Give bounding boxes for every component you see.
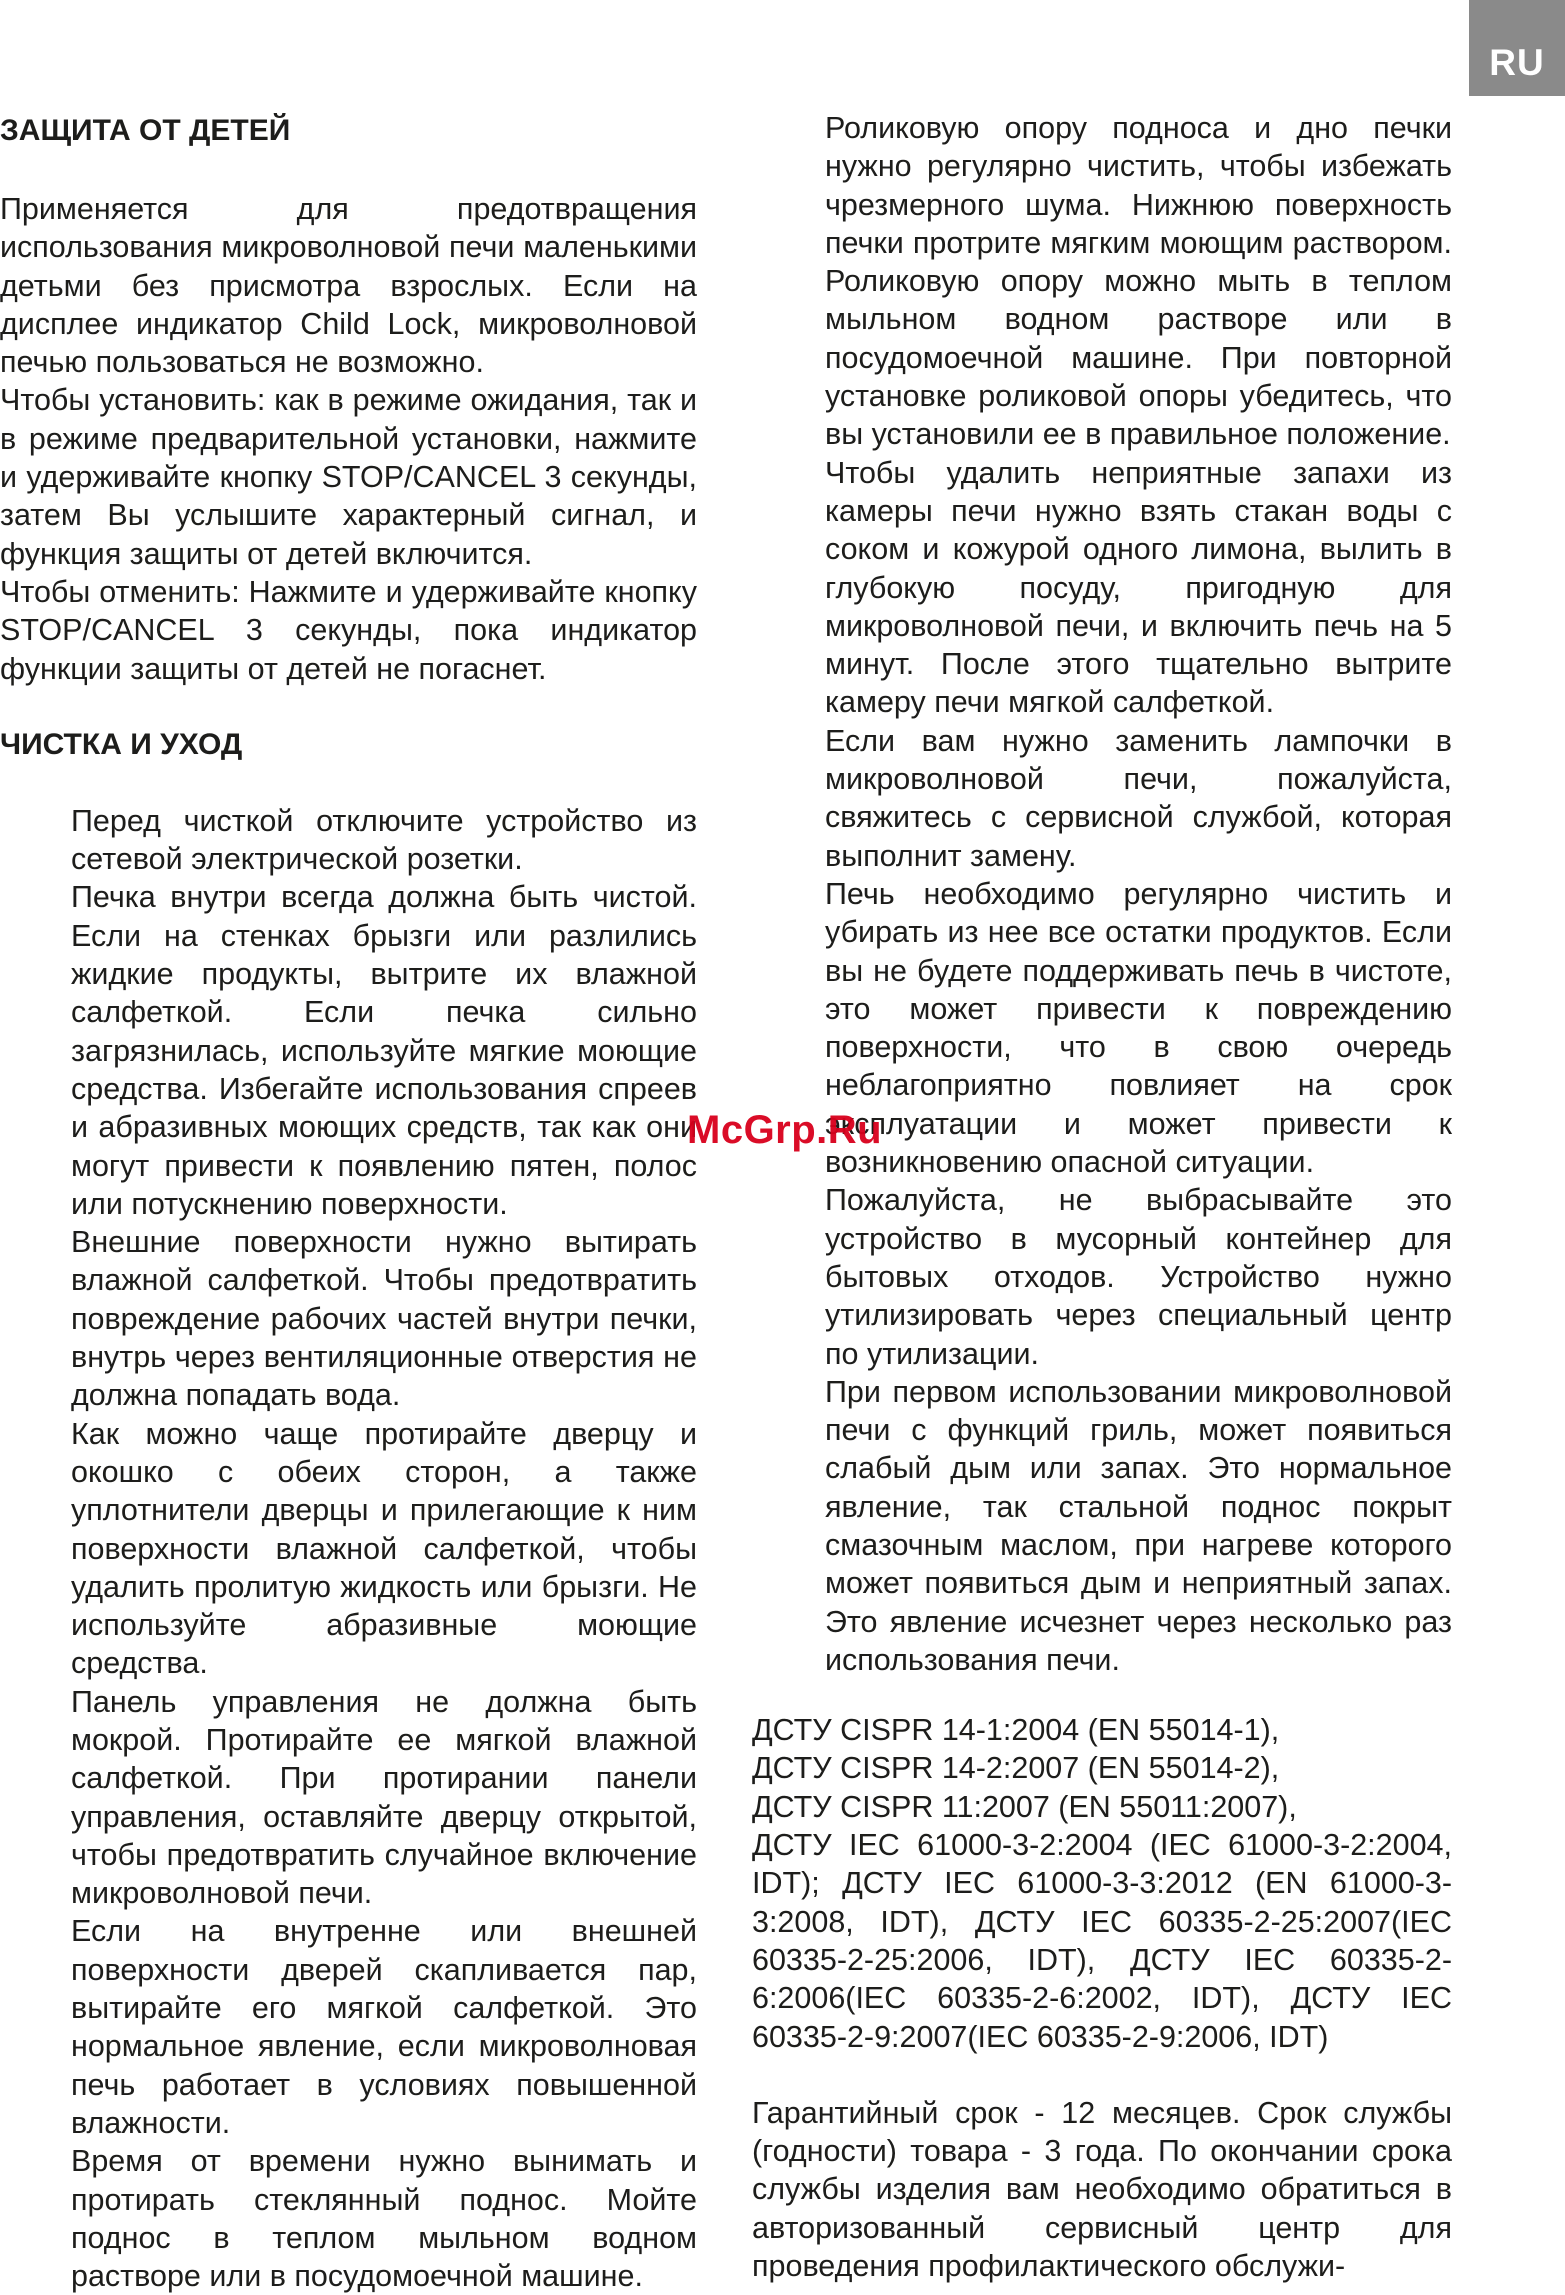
cleaning-paragraph: Перед чисткой отключите устройство из сетевой электрической розетки. bbox=[71, 803, 697, 877]
grill-smoke-paragraph: При первом использовании микроволновой печи с функций гриль, может появиться слабый дым или запах. Это нормальное явление, так стальной поднос покрыт смазочным маслом, при нагреве которого может появиться дым и неприятный запах. Это явление исчезнет через несколько раз использования печи. bbox=[825, 1374, 1452, 1677]
cleaning-paragraph: Если на внутренне или внешней поверхности дверей скапливается пар, вытирайте его мягкой салфеткой. Это нормальное явление, если микроволновая печь работает в условиях повышенной влажности. bbox=[71, 1914, 697, 2140]
child-lock-cancel-paragraph: Чтобы отменить: Нажмите и удерживайте кнопку STOP/CANCEL 3 секунды, пока индикатор функции защиты от детей не погаснет. bbox=[0, 574, 697, 686]
standard-line: ДСТУ CISPR 14-1:2004 (EN 55014-1), bbox=[752, 1713, 1280, 1748]
watermark: McGrp.Ru bbox=[687, 1108, 883, 1152]
cleaning-paragraph: Печка внутри всегда должна быть чистой. Если на стенках брызги или разлились жидкие продукты, вытрите их влажной салфеткой. Если печка сильно загрязнилась, используйте мягкие моющие средства. Избегайте использования спреев и абразивных моющих средств, так как они могут привести к появлению пятен, полос или потускнению поверхности. bbox=[71, 880, 697, 1221]
cleaning-paragraph: Время от времени нужно вынимать и протирать стеклянный поднос. Мойте поднос в теплом мыльном водном растворе или в посудомоечной машине. bbox=[71, 2144, 697, 2294]
cleaning-paragraph: Печь необходимо регулярно чистить и убирать из нее все остатки продуктов. Если вы не будете поддерживать печь в чистоте, это может привести к повреждению поверхности, что в свою очередь неблагоприятно повлияет на срок эксплуатации и может привести к возникновению опасной ситуации. bbox=[825, 876, 1452, 1180]
cleaning-paragraph: Чтобы удалить неприятные запахи из камеры печи нужно взять стакан воды с соком и кожурой одного лимона, вылить в глубокую посуду, пригодную для микроволновой печи, и включить печь на 5 минут. После этого тщательно вытрите камеру печи мягкой салфеткой. bbox=[825, 455, 1452, 720]
language-tab: RU bbox=[1469, 0, 1565, 96]
child-lock-heading: ЗАЩИТА ОТ ДЕТЕЙ bbox=[0, 114, 291, 147]
child-lock-set-paragraph: Чтобы установить: как в режиме ожидания, так и в режиме предварительной установки, нажмите и удерживайте кнопку STOP/CANCEL 3 секунды, затем Вы услышите характерный сигнал, и функция защиты от детей включится. bbox=[0, 383, 697, 571]
cleaning-paragraph: Если вам нужно заменить лампочки в микроволновой печи, пожалуйста, свяжитесь с сервисной службой, которая выполнит замену. bbox=[825, 723, 1452, 873]
standards-list bbox=[752, 1711, 1452, 2056]
standard-line: ДСТУ IEC 61000-3-2:2004 (IEC 61000-3-2:2004, IDT); ДСТУ IEC 61000-3-3:2012 (EN 61000-3-3:2008, IDT), ДСТУ IEC 60335-2-25:2007(IEC 60335-2-25:2006, IDT), ДСТУ IEC 60335-2-6:2006(IEC 60335-2-6:2002, IDT), ДСТУ IEC 60335-2-9:2007(IEC 60335-2-9:2006, IDT) bbox=[752, 1828, 1452, 2054]
left-column bbox=[0, 112, 697, 2295]
right-column bbox=[752, 109, 1452, 2285]
child-lock-paragraph: Применяется для предотвращения использования микроволновой печи маленькими детьми без присмотра взрослых. Если на дисплее индикатор Child Lock, микроволновой печью пользоваться не возможно. bbox=[0, 192, 697, 380]
cleaning-paragraph: Как можно чаще протирайте дверцу и окошко с обеих сторон, а также уплотнители дверцы и прилегающие к ним поверхности влажной салфеткой, чтобы удалить пролитую жидкость или брызги. Не используйте абразивные моющие средства. bbox=[71, 1416, 697, 1681]
warranty-paragraph: Гарантийный срок - 12 месяцев. Срок службы (годности) товара - 3 года. По окончании срока службы изделия вам необходимо обратиться в авторизованный сервисный центр для проведения профилактического обслужи- bbox=[752, 2095, 1452, 2284]
cleaning-paragraph: Панель управления не должна быть мокрой. Протирайте ее мягкой влажной салфеткой. При протирании панели управления, оставляйте дверцу открытой, чтобы предотвратить случайное включение микроволновой печи. bbox=[71, 1684, 697, 1911]
cleaning-paragraph: Внешние поверхности нужно вытирать влажной салфеткой. Чтобы предотвратить повреждение рабочих частей внутри печки, внутрь через вентиляционные отверстия не должна попадать вода. bbox=[71, 1225, 697, 1413]
disposal-paragraph: Пожалуйста, не выбрасывайте это устройство в мусорный контейнер для бытовых отходов. Устройство нужно утилизировать через специальный центр по утилизации. bbox=[825, 1183, 1452, 1371]
cleaning-heading: ЧИСТКА И УХОД bbox=[0, 727, 243, 761]
standard-line: ДСТУ CISPR 14-2:2007 (EN 55014-2), bbox=[752, 1751, 1280, 1786]
standard-line: ДСТУ CISPR 11:2007 (EN 55011:2007), bbox=[752, 1789, 1297, 1824]
cleaning-paragraph: Роликовую опору подноса и дно печки нужно регулярно чистить, чтобы избежать чрезмерного шума. Нижнюю поверхность печки протрите мягким моющим раствором. Роликовую опору можно мыть в теплом мыльном водном растворе или в посудомоечной машине. При повторной установке роликовой опоры убедитесь, что вы установили ее в правильное положение. bbox=[825, 111, 1452, 452]
